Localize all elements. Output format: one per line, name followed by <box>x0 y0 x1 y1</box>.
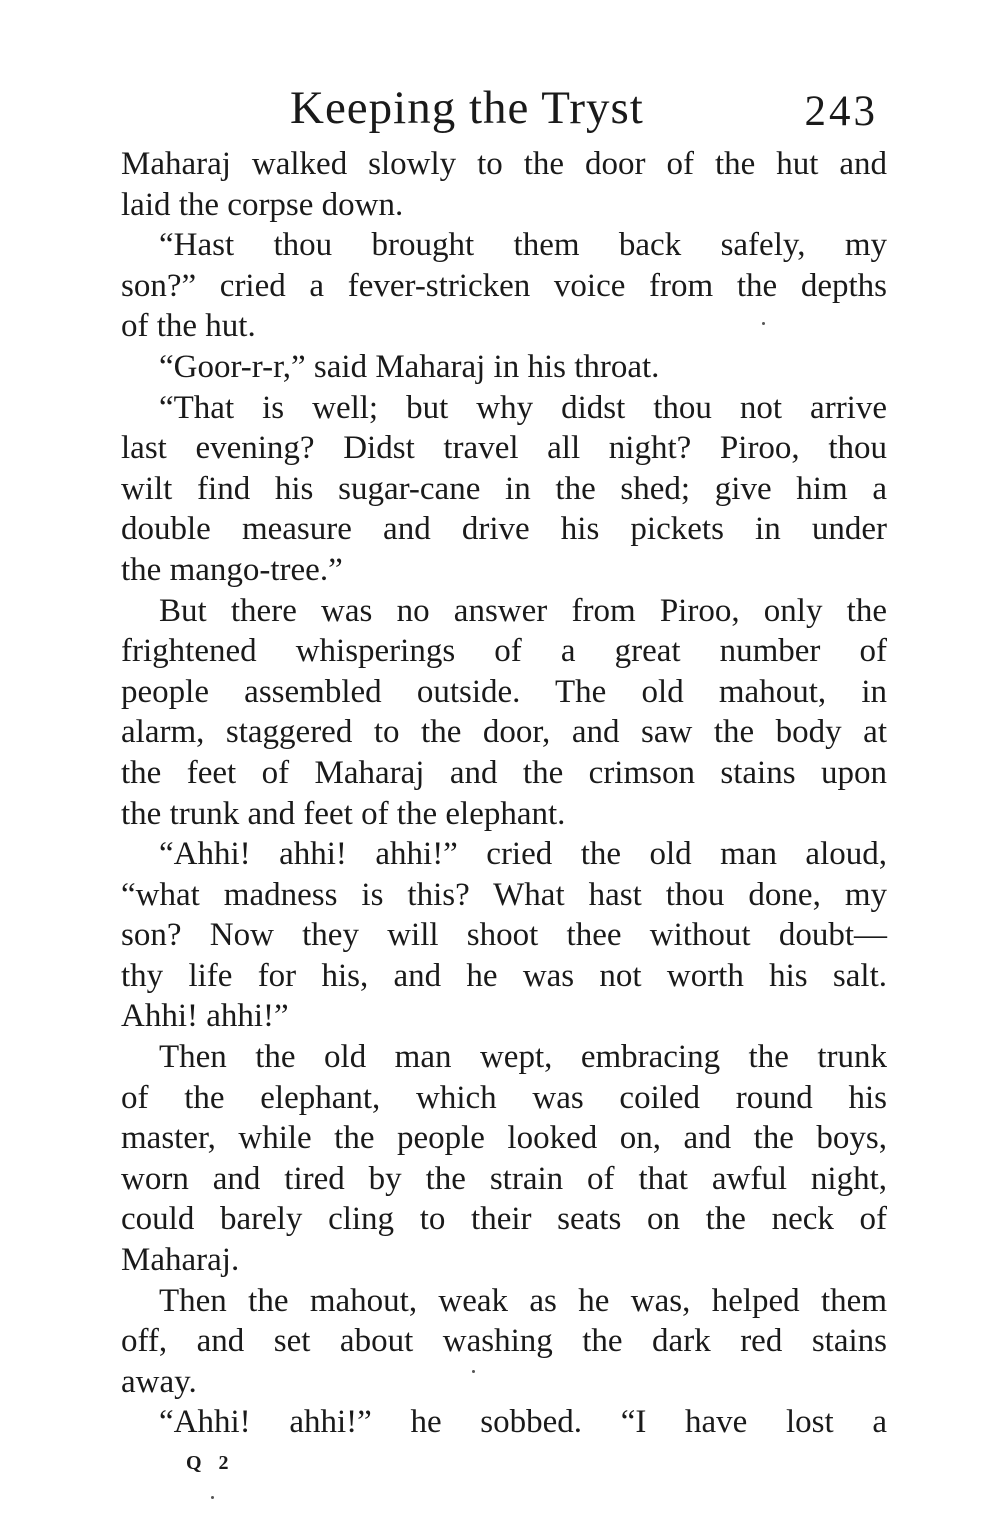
text-line: people assembled outside. The old mahout, in <box>121 673 887 710</box>
text-line: master, while the people looked on, and the boys, <box>121 1120 887 1157</box>
print-speck <box>211 1496 214 1499</box>
text-line: wilt find his sugar-cane in the shed; give him a <box>121 470 887 507</box>
signature-mark: Q 2 <box>186 1452 235 1474</box>
text-line: Maharaj walked slowly to the door of the hut and <box>121 146 887 182</box>
body-text <box>121 144 887 1443</box>
running-title: Keeping the Tryst <box>290 82 644 134</box>
text-line: “Ahhi! ahhi!” he sobbed. “I have lost a <box>159 1404 887 1441</box>
text-line: off, and set about washing the dark red stains <box>121 1323 887 1360</box>
text-line: could barely cling to their seats on the neck of <box>121 1201 887 1238</box>
text-line: laid the corpse down. <box>121 186 404 223</box>
text-line: the mango-tree.” <box>121 551 343 588</box>
text-line: Ahhi! ahhi!” <box>121 998 289 1035</box>
text-line: frightened whisperings of a great number of <box>121 633 887 670</box>
text-line: alarm, staggered to the door, and saw the body at <box>121 714 887 751</box>
text-line: away. <box>121 1363 197 1400</box>
print-speck <box>472 1370 475 1373</box>
text-line: son?” cried a fever-stricken voice from the depths <box>121 267 887 304</box>
text-line: Then the mahout, weak as he was, helped them <box>159 1282 887 1319</box>
page-number: 243 <box>804 88 878 135</box>
text-line: “That is well; but why didst thou not arrive <box>159 389 887 426</box>
text-line: worn and tired by the strain of that awful night, <box>121 1160 887 1197</box>
text-line: But there was no answer from Piroo, only the <box>159 592 887 629</box>
text-line: son? Now they will shoot thee without doubt— <box>121 917 887 954</box>
text-line: the feet of Maharaj and the crimson stains upon <box>121 754 887 791</box>
text-line: double measure and drive his pickets in under <box>121 511 887 548</box>
text-line: “what madness is this? What hast thou done, my <box>121 876 887 913</box>
text-line: Then the old man wept, embracing the trunk <box>159 1039 887 1076</box>
text-line: of the hut. <box>121 308 256 345</box>
text-line: “Goor-r-r,” said Maharaj in his throat. <box>159 348 660 385</box>
text-line: “Ahhi! ahhi! ahhi!” cried the old man aloud, <box>159 836 887 873</box>
text-line: “Hast thou brought them back safely, my <box>159 227 887 264</box>
running-head <box>120 78 890 138</box>
text-line: thy life for his, and he was not worth his salt. <box>121 957 887 994</box>
print-speck <box>762 322 765 325</box>
text-line: the trunk and feet of the elephant. <box>121 795 566 832</box>
text-line: last evening? Didst travel all night? Piroo, thou <box>121 430 887 467</box>
text-line: Maharaj. <box>121 1242 240 1279</box>
text-line: of the elephant, which was coiled round his <box>121 1079 887 1116</box>
